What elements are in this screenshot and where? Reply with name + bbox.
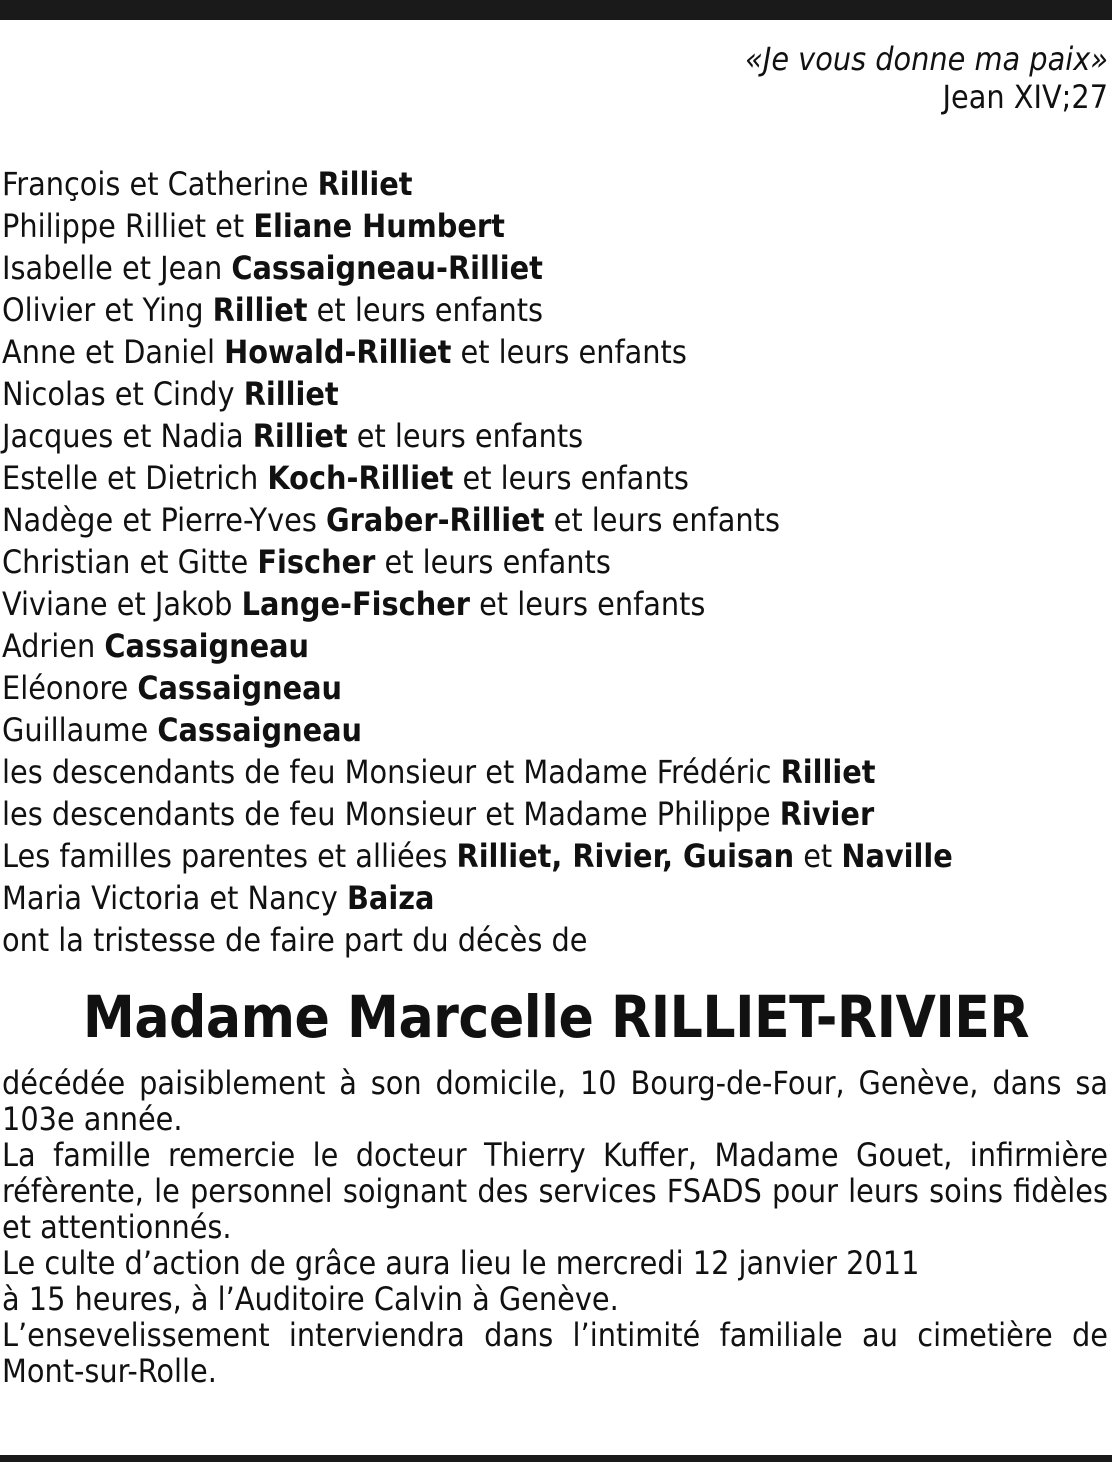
mourner-line	[2, 499, 1110, 541]
mourner-text: Nadège et Pierre-Yves	[2, 501, 326, 539]
mourner-surname: Rilliet	[780, 753, 876, 791]
mourner-surname: Rilliet, Rivier, Guisan	[456, 837, 795, 875]
mourner-surname: Cassaigneau	[137, 669, 343, 707]
mourner-surname: Lange-Fischer	[241, 585, 470, 623]
mourner-text: Isabelle et Jean	[2, 249, 232, 287]
deceased-name: Madame Marcelle RILLIET-RIVIER	[82, 983, 1030, 1051]
details-paragraph-service-date: Le culte d’action de grâce aura lieu le mercredi 12 janvier 2011	[2, 1244, 920, 1282]
mourner-text: Adrien	[2, 627, 105, 665]
mourner-text: Eléonore	[2, 669, 138, 707]
mourner-surname-2: Naville	[841, 837, 953, 875]
mourner-line	[2, 205, 1110, 247]
mourner-text: François et Catherine	[2, 165, 318, 203]
mourner-line	[2, 415, 1110, 457]
mourner-line	[2, 583, 1110, 625]
mourner-text-after: et leurs enfants	[347, 417, 584, 455]
mourner-text-after: et leurs enfants	[375, 543, 611, 581]
mourner-line	[2, 289, 1110, 331]
mourner-text-after: et	[794, 837, 842, 875]
mourner-text-after: et leurs enfants	[544, 501, 780, 539]
mourner-text: Nicolas et Cindy	[2, 375, 244, 413]
mourner-surname: Cassaigneau-Rilliet	[231, 249, 543, 287]
mourner-surname: Howald-Rilliet	[224, 333, 452, 371]
mourner-text: les descendants de feu Monsieur et Madame Philippe	[2, 795, 780, 833]
mourner-surname: Graber-Rilliet	[326, 501, 545, 539]
mourner-surname: Eliane Humbert	[253, 207, 505, 245]
mourner-line	[2, 625, 1110, 667]
mourner-line	[2, 667, 1110, 709]
mourner-surname: Rilliet	[252, 417, 348, 455]
mourner-surname: Fischer	[257, 543, 376, 581]
mourner-text: Olivier et Ying	[2, 291, 213, 329]
obituary-details	[2, 1065, 1108, 1389]
mourner-text: Les familles parentes et alliées	[2, 837, 457, 875]
mourner-line	[2, 163, 1110, 205]
mourner-surname: Rilliet	[317, 165, 413, 203]
mourner-text: Jacques et Nadia	[2, 417, 253, 455]
mourner-surname: Rilliet	[212, 291, 308, 329]
mourner-line	[2, 709, 1110, 751]
epigraph-quote: «Je vous donne ma paix»	[745, 40, 1108, 78]
details-paragraph-death: décédée paisiblement à son domicile, 10 Bourg-de-Four, Genève, dans sa 103e année.	[2, 1064, 1108, 1138]
mourner-line	[2, 541, 1110, 583]
mourner-surname: Cassaigneau	[104, 627, 310, 665]
announcement-text: ont la tristesse de faire part du décès de	[2, 921, 588, 959]
mourner-text: Anne et Daniel	[2, 333, 225, 371]
mourner-line	[2, 373, 1110, 415]
mourners-list	[2, 163, 1110, 961]
mourner-text: les descendants de feu Monsieur et Madame Frédéric	[2, 753, 781, 791]
mourner-text: Estelle et Dietrich	[2, 459, 268, 497]
bottom-rule	[0, 1455, 1112, 1462]
top-rule	[0, 0, 1112, 20]
mourner-line	[2, 835, 1110, 877]
mourner-text-after: et leurs enfants	[453, 459, 689, 497]
mourner-surname: Baiza	[346, 879, 435, 917]
mourner-line	[2, 331, 1110, 373]
announcement-line	[2, 919, 1110, 961]
mourner-surname: Rivier	[779, 795, 875, 833]
mourner-line	[2, 793, 1110, 835]
mourner-text: Christian et Gitte	[2, 543, 258, 581]
mourner-text: Philippe Rilliet et	[2, 207, 254, 245]
mourner-text-after: et leurs enfants	[451, 333, 687, 371]
mourner-line	[2, 457, 1110, 499]
mourner-line	[2, 877, 1110, 919]
mourner-text-after: et leurs enfants	[469, 585, 706, 623]
mourner-text: Maria Victoria et Nancy	[2, 879, 347, 917]
mourner-line	[2, 247, 1110, 289]
mourner-line	[2, 751, 1110, 793]
mourner-surname: Rilliet	[243, 375, 339, 413]
mourner-surname: Koch-Rilliet	[267, 459, 454, 497]
details-paragraph-service-place: à 15 heures, à l’Auditoire Calvin à Genève.	[2, 1280, 619, 1318]
details-paragraph-thanks: La famille remercie le docteur Thierry Kuffer, Madame Gouet, infirmière réfèrente, le personnel soignant des services FSADS pour leurs soins fidèles et attentionnés.	[2, 1136, 1108, 1246]
mourner-surname: Cassaigneau	[157, 711, 363, 749]
mourner-text: Viviane et Jakob	[2, 585, 242, 623]
details-paragraph-burial: L’ensevelissement interviendra dans l’intimité familiale au cimetière de Mont-sur-Rolle.	[2, 1316, 1108, 1390]
mourner-text: Guillaume	[2, 711, 158, 749]
mourner-text-after: et leurs enfants	[307, 291, 544, 329]
epigraph-reference: Jean XIV;27	[942, 78, 1108, 116]
epigraph	[745, 40, 1108, 116]
